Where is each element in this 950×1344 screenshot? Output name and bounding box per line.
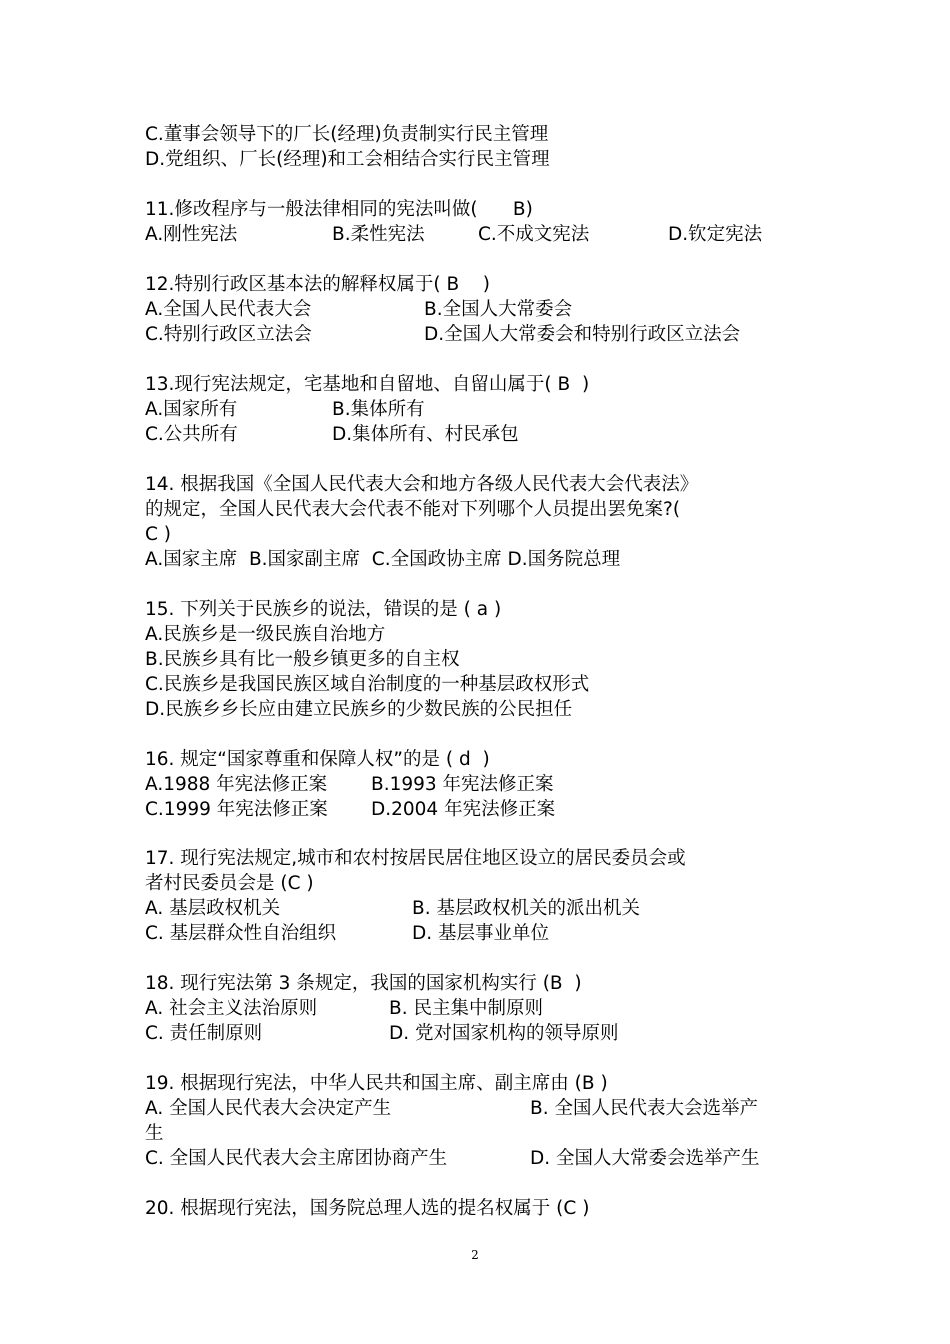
question-11-option-b: B.柔性宪法 (332, 224, 425, 245)
question-15-option-d: D.民族乡乡长应由建立民族乡的少数民族的公民担任 (145, 699, 573, 720)
question-12-option-d: D.全国人大常委会和特别行政区立法会 (424, 324, 741, 345)
question-18-option-c: C. 责任制原则 (145, 1023, 263, 1044)
question-19-stem: 19. 根据现行宪法，中华人民共和国主席、副主席由 (B ) (145, 1073, 608, 1094)
question-14-options: A.国家主席 B.国家副主席 C.全国政协主席 D.国务院总理 (145, 549, 621, 570)
question-19-option-b: B. 全国人民代表大会选举产 (530, 1098, 758, 1119)
question-17-option-d: D. 基层事业单位 (412, 923, 550, 944)
question-13-option-c: C.公共所有 (145, 424, 238, 445)
question-11-stem: 11.修改程序与一般法律相同的宪法叫做( B) (145, 199, 533, 220)
question-19-option-c: C. 全国人民代表大会主席团协商产生 (145, 1148, 448, 1169)
question-15-option-a: A.民族乡是一级民族自治地方 (145, 624, 386, 645)
question-14-stem-line: C ) (145, 524, 172, 545)
question-15-stem: 15. 下列关于民族乡的说法，错误的是 ( a ) (145, 599, 502, 620)
question-11-option-d: D.钦定宪法 (668, 224, 763, 245)
question-13-stem: 13.现行宪法规定，宅基地和自留地、自留山属于( B ) (145, 374, 590, 395)
question-17-option-b: B. 基层政权机关的派出机关 (412, 898, 640, 919)
question-12-stem: 12.特别行政区基本法的解释权属于( B ) (145, 274, 490, 295)
question-13-option-d: D.集体所有、村民承包 (332, 424, 519, 445)
question-16-option-d: D.2004 年宪法修正案 (371, 799, 556, 820)
question-16-option-a: A.1988 年宪法修正案 (145, 774, 328, 795)
question-13-option-b: B.集体所有 (332, 399, 425, 420)
question-20-stem: 20. 根据现行宪法，国务院总理人选的提名权属于 (C ) (145, 1198, 590, 1219)
question-16-option-c: C.1999 年宪法修正案 (145, 799, 328, 820)
question-19-option-d: D. 全国人大常委会选举产生 (530, 1148, 760, 1169)
question-16-option-b: B.1993 年宪法修正案 (371, 774, 554, 795)
question-18-option-a: A. 社会主义法治原则 (145, 998, 318, 1019)
question-15-option-b: B.民族乡具有比一般乡镇更多的自主权 (145, 649, 460, 670)
question-14-stem-line: 14. 根据我国《全国人民代表大会和地方各级人民代表大会代表法》 (145, 474, 699, 495)
question-12-option-c: C.特别行政区立法会 (145, 324, 312, 345)
question-18-option-d: D. 党对国家机构的领导原则 (389, 1023, 619, 1044)
question-16-stem: 16. 规定“国家尊重和保障人权”的是 ( d ) (145, 749, 490, 770)
question-12-option-b: B.全国人大常委会 (424, 299, 573, 320)
question-17-option-a: A. 基层政权机关 (145, 898, 281, 919)
question-14-stem-line: 的规定，全国人民代表大会代表不能对下列哪个人员提出罢免案?( (145, 499, 681, 520)
question-19-option-b-wrap: 生 (145, 1123, 164, 1144)
question-13-option-a: A.国家所有 (145, 399, 238, 420)
question-12-option-a: A.全国人民代表大会 (145, 299, 312, 320)
text-line: D.党组织、厂长(经理)和工会相结合实行民主管理 (145, 149, 550, 170)
question-11-option-a: A.刚性宪法 (145, 224, 238, 245)
question-17-option-c: C. 基层群众性自治组织 (145, 923, 337, 944)
question-18-option-b: B. 民主集中制原则 (389, 998, 543, 1019)
text-line: C.董事会领导下的厂长(经理)负责制实行民主管理 (145, 124, 549, 145)
page-number: 2 (471, 1248, 479, 1262)
question-15-option-c: C.民族乡是我国民族区域自治制度的一种基层政权形式 (145, 674, 590, 695)
question-19-option-a: A. 全国人民代表大会决定产生 (145, 1098, 392, 1119)
question-18-stem: 18. 现行宪法第 3 条规定，我国的国家机构实行 (B ) (145, 973, 582, 994)
question-11-option-c: C.不成文宪法 (478, 224, 590, 245)
question-17-stem-line: 17. 现行宪法规定,城市和农村按居民居住地区设立的居民委员会或 (145, 848, 686, 869)
question-17-stem-line: 者村民委员会是 (C ) (145, 873, 314, 894)
